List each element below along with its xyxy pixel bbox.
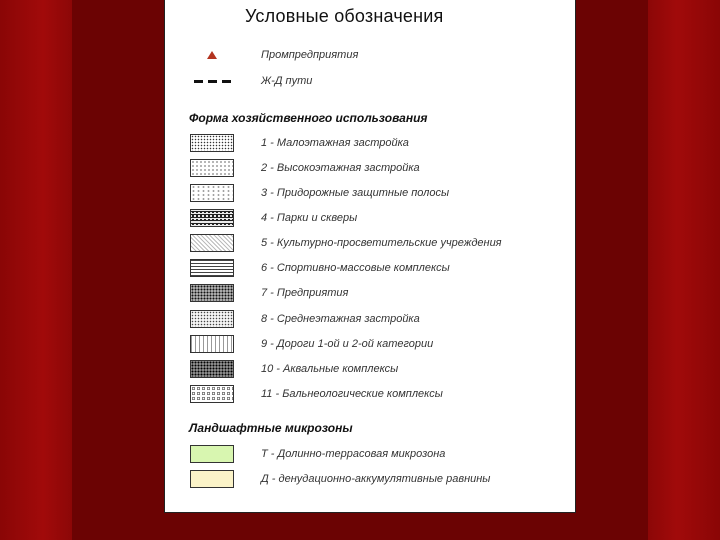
legend-title: Условные обозначения [245,6,444,26]
legend-label: 5 - Культурно-просветительские учреждения [261,237,502,249]
legend-label: Промпредприятия [261,49,359,61]
pattern-swatch [190,310,234,328]
legend-row-landscape-t [189,443,445,465]
legend-row-industry [189,44,358,66]
legend-row-usage-1 [189,132,409,154]
pattern-swatch [190,360,234,378]
legend-row-landscape-d [189,468,490,490]
pattern-swatch [190,159,234,177]
color-swatch [190,445,234,463]
legend-label: 11 - Бальнеологические комплексы [261,388,443,400]
red-triangle-icon [189,45,235,65]
pattern-swatch [190,335,234,353]
section-heading-usage: Форма хозяйственного использования [189,111,428,125]
legend-label: 1 - Малоэтажная застройка [261,137,409,149]
legend-label: 2 - Высокоэтажная застройка [261,162,420,174]
left-decorative-stripe [0,0,72,540]
legend-row-usage-5 [189,232,502,254]
pattern-swatch [190,259,234,277]
legend-row-usage-7 [189,282,348,304]
legend-row-usage-11 [189,383,443,405]
legend-row-usage-3 [189,182,449,204]
legend-label: 6 - Спортивно-массовые комплексы [261,262,450,274]
pattern-swatch [190,284,234,302]
pattern-swatch [190,184,234,202]
legend-label: Т - Долинно-террасовая микрозона [261,448,446,460]
dashed-line-icon [189,71,235,91]
legend-label: 7 - Предприятия [261,287,349,299]
section-heading-landscape: Ландшафтные микрозоны [189,421,353,435]
legend-label: 4 - Парки и скверы [261,212,358,224]
pattern-swatch [190,385,234,403]
legend-row-railway [189,70,312,92]
legend-row-usage-10 [189,358,398,380]
legend-label: 8 - Среднеэтажная застройка [261,313,420,325]
legend-row-usage-2 [189,157,420,179]
color-swatch [190,470,234,488]
legend-label: Ж-Д пути [261,75,313,87]
right-decorative-stripe [648,0,720,540]
legend-panel [164,0,576,513]
legend-row-usage-9 [189,333,433,355]
legend-label: Д - денудационно-аккумулятивные равнины [261,473,491,485]
legend-row-usage-8 [189,308,420,330]
legend-label: 9 - Дороги 1-ой и 2-ой категории [261,338,434,350]
legend-row-usage-4 [189,207,357,229]
pattern-swatch [190,134,234,152]
pattern-swatch [190,234,234,252]
legend-row-usage-6 [189,257,450,279]
pattern-swatch [190,209,234,227]
legend-label: 10 - Аквальные комплексы [261,363,399,375]
legend-label: 3 - Придорожные защитные полосы [261,187,450,199]
